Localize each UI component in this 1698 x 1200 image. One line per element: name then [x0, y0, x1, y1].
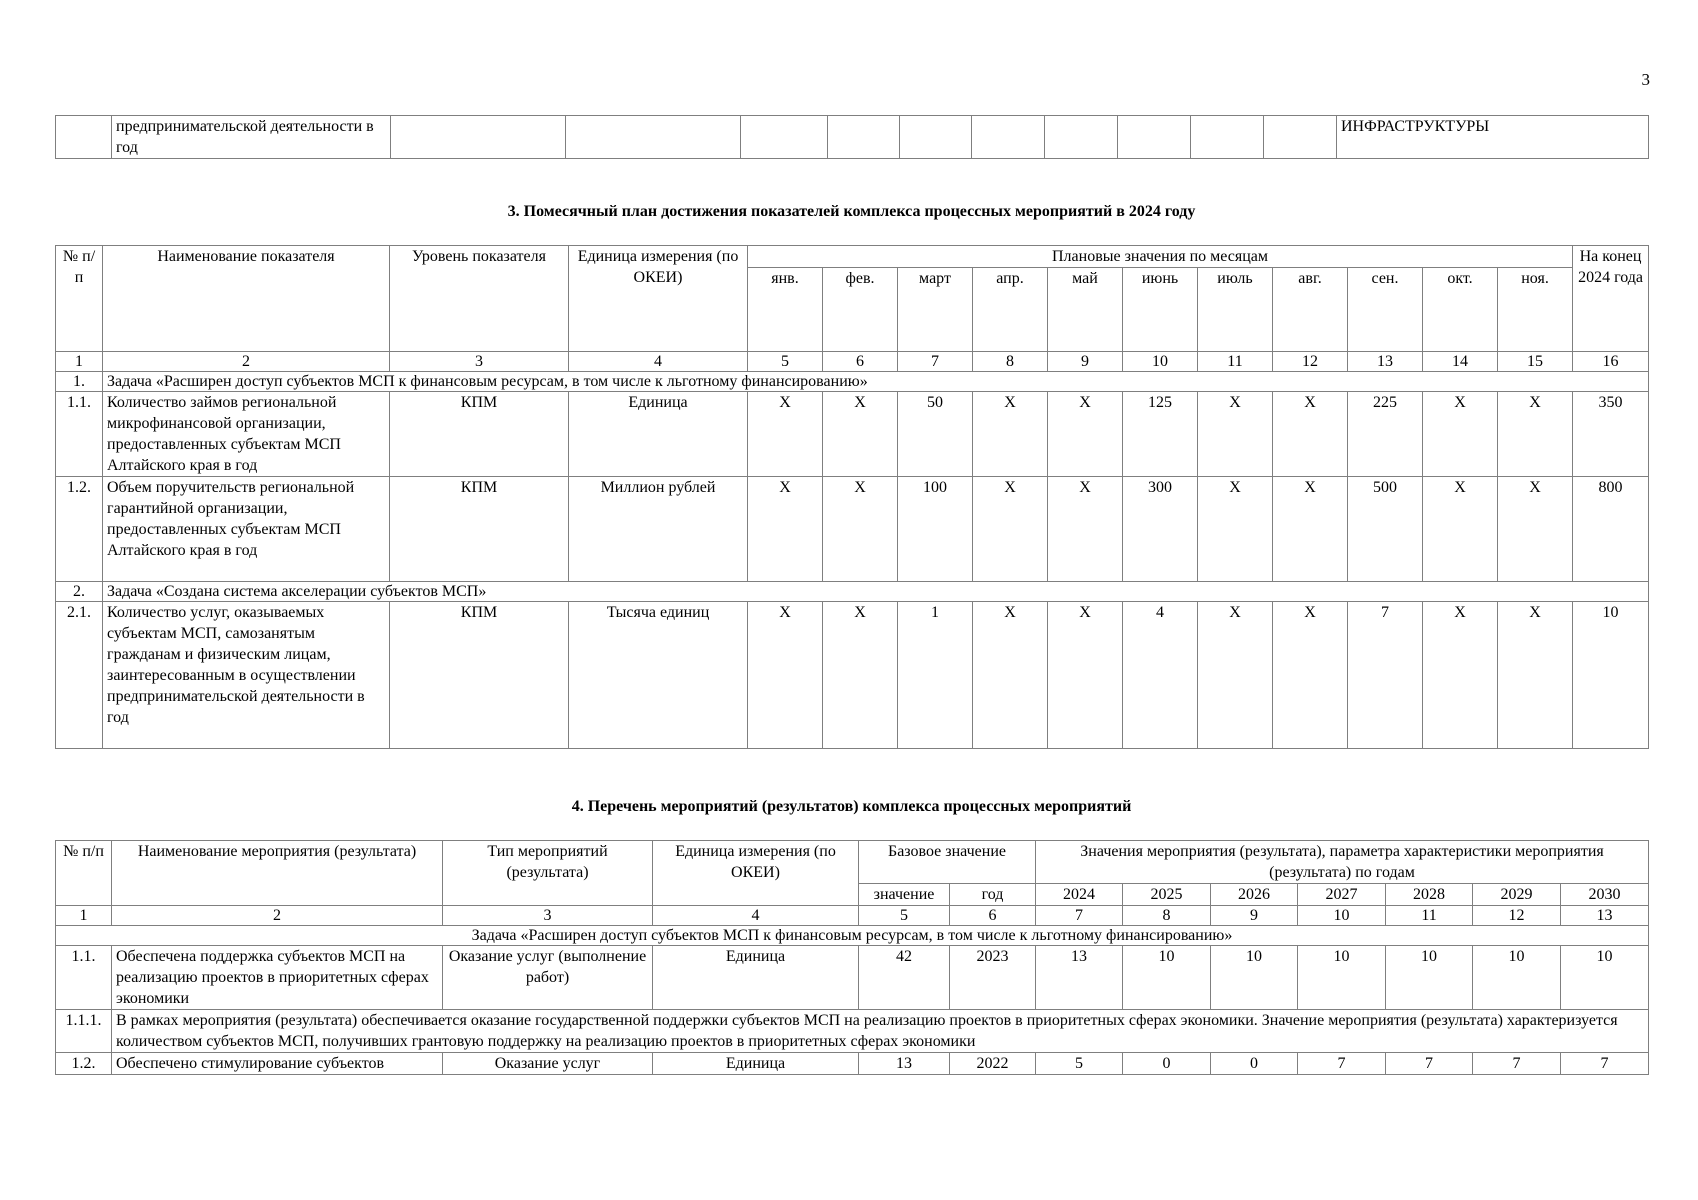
indicator-unit: Миллион рублей	[569, 477, 748, 582]
col-header-unit: Единица измерения (по ОКЕИ)	[653, 841, 859, 906]
year-value: 10	[1473, 946, 1561, 1010]
row-number: 1.1.	[56, 392, 103, 477]
month-value: X	[823, 602, 898, 749]
year-header: 2026	[1211, 884, 1298, 906]
month-header: сен.	[1348, 268, 1423, 352]
month-value: X	[1048, 477, 1123, 582]
base-value: 42	[859, 946, 950, 1010]
year-value: 13	[1036, 946, 1123, 1010]
col-header-name: Наименование показателя	[103, 246, 390, 352]
row-number: 1.1.	[56, 946, 112, 1010]
year-value: 10	[1123, 946, 1211, 1010]
month-value: X	[1273, 602, 1348, 749]
month-value: 50	[898, 392, 973, 477]
month-value: X	[973, 477, 1048, 582]
measure-description: В рамках мероприятия (результата) обеспечивается оказание государственной поддержки субъектов МСП на реализацию проектов в приоритетных сферах экономики. Значение мероприятия (результата) характеризуется количеством субъектов МСП, получивших грантовую поддержку на реализацию проектов в приоритетных сферах экономики	[112, 1010, 1649, 1053]
month-value: X	[1498, 602, 1573, 749]
page-number: 3	[1641, 70, 1650, 89]
indicator-unit: Тысяча единиц	[569, 602, 748, 749]
col-header-plan: Плановые значения по месяцам	[748, 246, 1573, 268]
section4-title: 4. Перечень мероприятий (результатов) комплекса процессных мероприятий	[571, 798, 1132, 815]
measure-name: Обеспечено стимулирование субъектов	[112, 1053, 443, 1075]
month-value: X	[1048, 392, 1123, 477]
year-value: 5	[1036, 1053, 1123, 1075]
indicator-name: Количество услуг, оказываемых субъектам МСП, самозанятым гражданам и физическим лицам, заинтересованным в осуществлении предпринимательской деятельности в год	[103, 602, 390, 749]
indicator-level: КПМ	[390, 602, 569, 749]
year-value: 10	[1211, 946, 1298, 1010]
task-row	[56, 372, 1649, 392]
month-value: 125	[1123, 392, 1198, 477]
table-row	[56, 477, 1649, 582]
month-header: янв.	[748, 268, 823, 352]
end-value: 10	[1573, 602, 1649, 749]
col-header-num: № п/п	[56, 246, 103, 352]
year-value: 10	[1386, 946, 1473, 1010]
month-value: 225	[1348, 392, 1423, 477]
indicator-unit: Единица	[569, 392, 748, 477]
month-value: X	[1423, 477, 1498, 582]
month-header: март	[898, 268, 973, 352]
month-value: X	[1198, 392, 1273, 477]
table-row	[56, 946, 1649, 1010]
month-header: июнь	[1123, 268, 1198, 352]
monthly-plan-table	[55, 245, 1649, 749]
task-row	[56, 926, 1649, 946]
month-value: X	[748, 392, 823, 477]
month-value: X	[823, 392, 898, 477]
month-value: X	[1048, 602, 1123, 749]
indicator-level: КПМ	[390, 392, 569, 477]
year-header: 2028	[1386, 884, 1473, 906]
month-value: X	[1423, 602, 1498, 749]
month-header: май	[1048, 268, 1123, 352]
year-value: 0	[1211, 1053, 1298, 1075]
month-value: 500	[1348, 477, 1423, 582]
year-value: 0	[1123, 1053, 1211, 1075]
month-header: авг.	[1273, 268, 1348, 352]
column-numbers-row: 1 2 3 4 5 6 7 8 9 10 11 12 13	[56, 906, 1649, 926]
task-row	[56, 582, 1649, 602]
measure-unit: Единица	[653, 946, 859, 1010]
table-row	[56, 1010, 1649, 1053]
col-header-base: Базовое значение	[859, 841, 1036, 884]
year-value: 10	[1561, 946, 1649, 1010]
task-number: 1.	[56, 372, 103, 392]
row-number: 2.1.	[56, 602, 103, 749]
month-value: 1	[898, 602, 973, 749]
year-header: 2029	[1473, 884, 1561, 906]
month-header: ноя.	[1498, 268, 1573, 352]
task-title: Задача «Расширен доступ субъектов МСП к финансовым ресурсам, в том числе к льготному финансированию»	[103, 372, 1649, 392]
month-value: 100	[898, 477, 973, 582]
month-value: X	[1273, 477, 1348, 582]
end-value: 800	[1573, 477, 1649, 582]
month-value: X	[1273, 392, 1348, 477]
top-continuation-table	[55, 115, 1649, 159]
measures-table	[55, 840, 1649, 1075]
row-number: 1.1.1.	[56, 1010, 112, 1053]
table-row	[56, 1053, 1649, 1075]
indicator-name: Объем поручительств региональной гарантийной организации, предоставленных субъектам МСП Алтайского края в год	[103, 477, 390, 582]
month-value: X	[748, 602, 823, 749]
month-value: X	[1198, 602, 1273, 749]
month-header: окт.	[1423, 268, 1498, 352]
month-header: июль	[1198, 268, 1273, 352]
col-header-name: Наименование мероприятия (результата)	[112, 841, 443, 906]
table-row	[56, 602, 1649, 749]
row-number: 1.2.	[56, 477, 103, 582]
indicator-name: Количество займов региональной микрофинансовой организации, предоставленных субъектам МСП Алтайского края в год	[103, 392, 390, 477]
col-header-base-value: значение	[859, 884, 950, 906]
year-value: 7	[1386, 1053, 1473, 1075]
task-number: 2.	[56, 582, 103, 602]
col-header-values: Значения мероприятия (результата), параметра характеристики мероприятия (результата) по годам	[1036, 841, 1649, 884]
measure-type: Оказание услуг (выполнение работ)	[443, 946, 653, 1010]
month-value: X	[748, 477, 823, 582]
year-value: 10	[1298, 946, 1386, 1010]
top-cell-last: ИНФРАСТРУКТУРЫ	[1337, 116, 1649, 159]
month-value: 4	[1123, 602, 1198, 749]
year-header: 2027	[1298, 884, 1386, 906]
col-header-level: Уровень показателя	[390, 246, 569, 352]
measure-unit: Единица	[653, 1053, 859, 1075]
month-value: X	[1498, 477, 1573, 582]
month-value: X	[973, 602, 1048, 749]
year-header: 2024	[1036, 884, 1123, 906]
measure-type: Оказание услуг	[443, 1053, 653, 1075]
month-value: X	[823, 477, 898, 582]
col-header-base-year: год	[950, 884, 1036, 906]
table-row	[56, 392, 1649, 477]
month-value: 300	[1123, 477, 1198, 582]
measure-name: Обеспечена поддержка субъектов МСП на реализацию проектов в приоритетных сферах экономики	[112, 946, 443, 1010]
task-title: Задача «Создана система акселерации субъектов МСП»	[103, 582, 1649, 602]
month-value: X	[1423, 392, 1498, 477]
top-cell-name: предпринимательской деятельности в год	[112, 116, 391, 159]
month-value: 7	[1348, 602, 1423, 749]
end-value: 350	[1573, 392, 1649, 477]
task-title: Задача «Расширен доступ субъектов МСП к финансовым ресурсам, в том числе к льготному финансированию»	[56, 926, 1649, 946]
month-header: фев.	[823, 268, 898, 352]
indicator-level: КПМ	[390, 477, 569, 582]
month-header: апр.	[973, 268, 1048, 352]
year-value: 7	[1473, 1053, 1561, 1075]
col-header-type: Тип мероприятий (результата)	[443, 841, 653, 906]
month-value: X	[973, 392, 1048, 477]
col-header-unit: Единица измерения (по ОКЕИ)	[569, 246, 748, 352]
year-header: 2030	[1561, 884, 1649, 906]
month-value: X	[1498, 392, 1573, 477]
base-year: 2023	[950, 946, 1036, 1010]
row-number: 1.2.	[56, 1053, 112, 1075]
year-value: 7	[1298, 1053, 1386, 1075]
column-numbers-row: 1 2 3 4 5 6 7 8 9 10 11 12 13 14 15 16	[56, 352, 1649, 372]
col-header-num: № п/п	[56, 841, 112, 906]
col-header-end: На конец 2024 года	[1573, 246, 1649, 352]
year-value: 7	[1561, 1053, 1649, 1075]
base-year: 2022	[950, 1053, 1036, 1075]
month-value: X	[1198, 477, 1273, 582]
year-header: 2025	[1123, 884, 1211, 906]
section3-title: 3. Помесячный план достижения показателей комплекса процессных мероприятий в 2024 году	[507, 203, 1196, 220]
base-value: 13	[859, 1053, 950, 1075]
